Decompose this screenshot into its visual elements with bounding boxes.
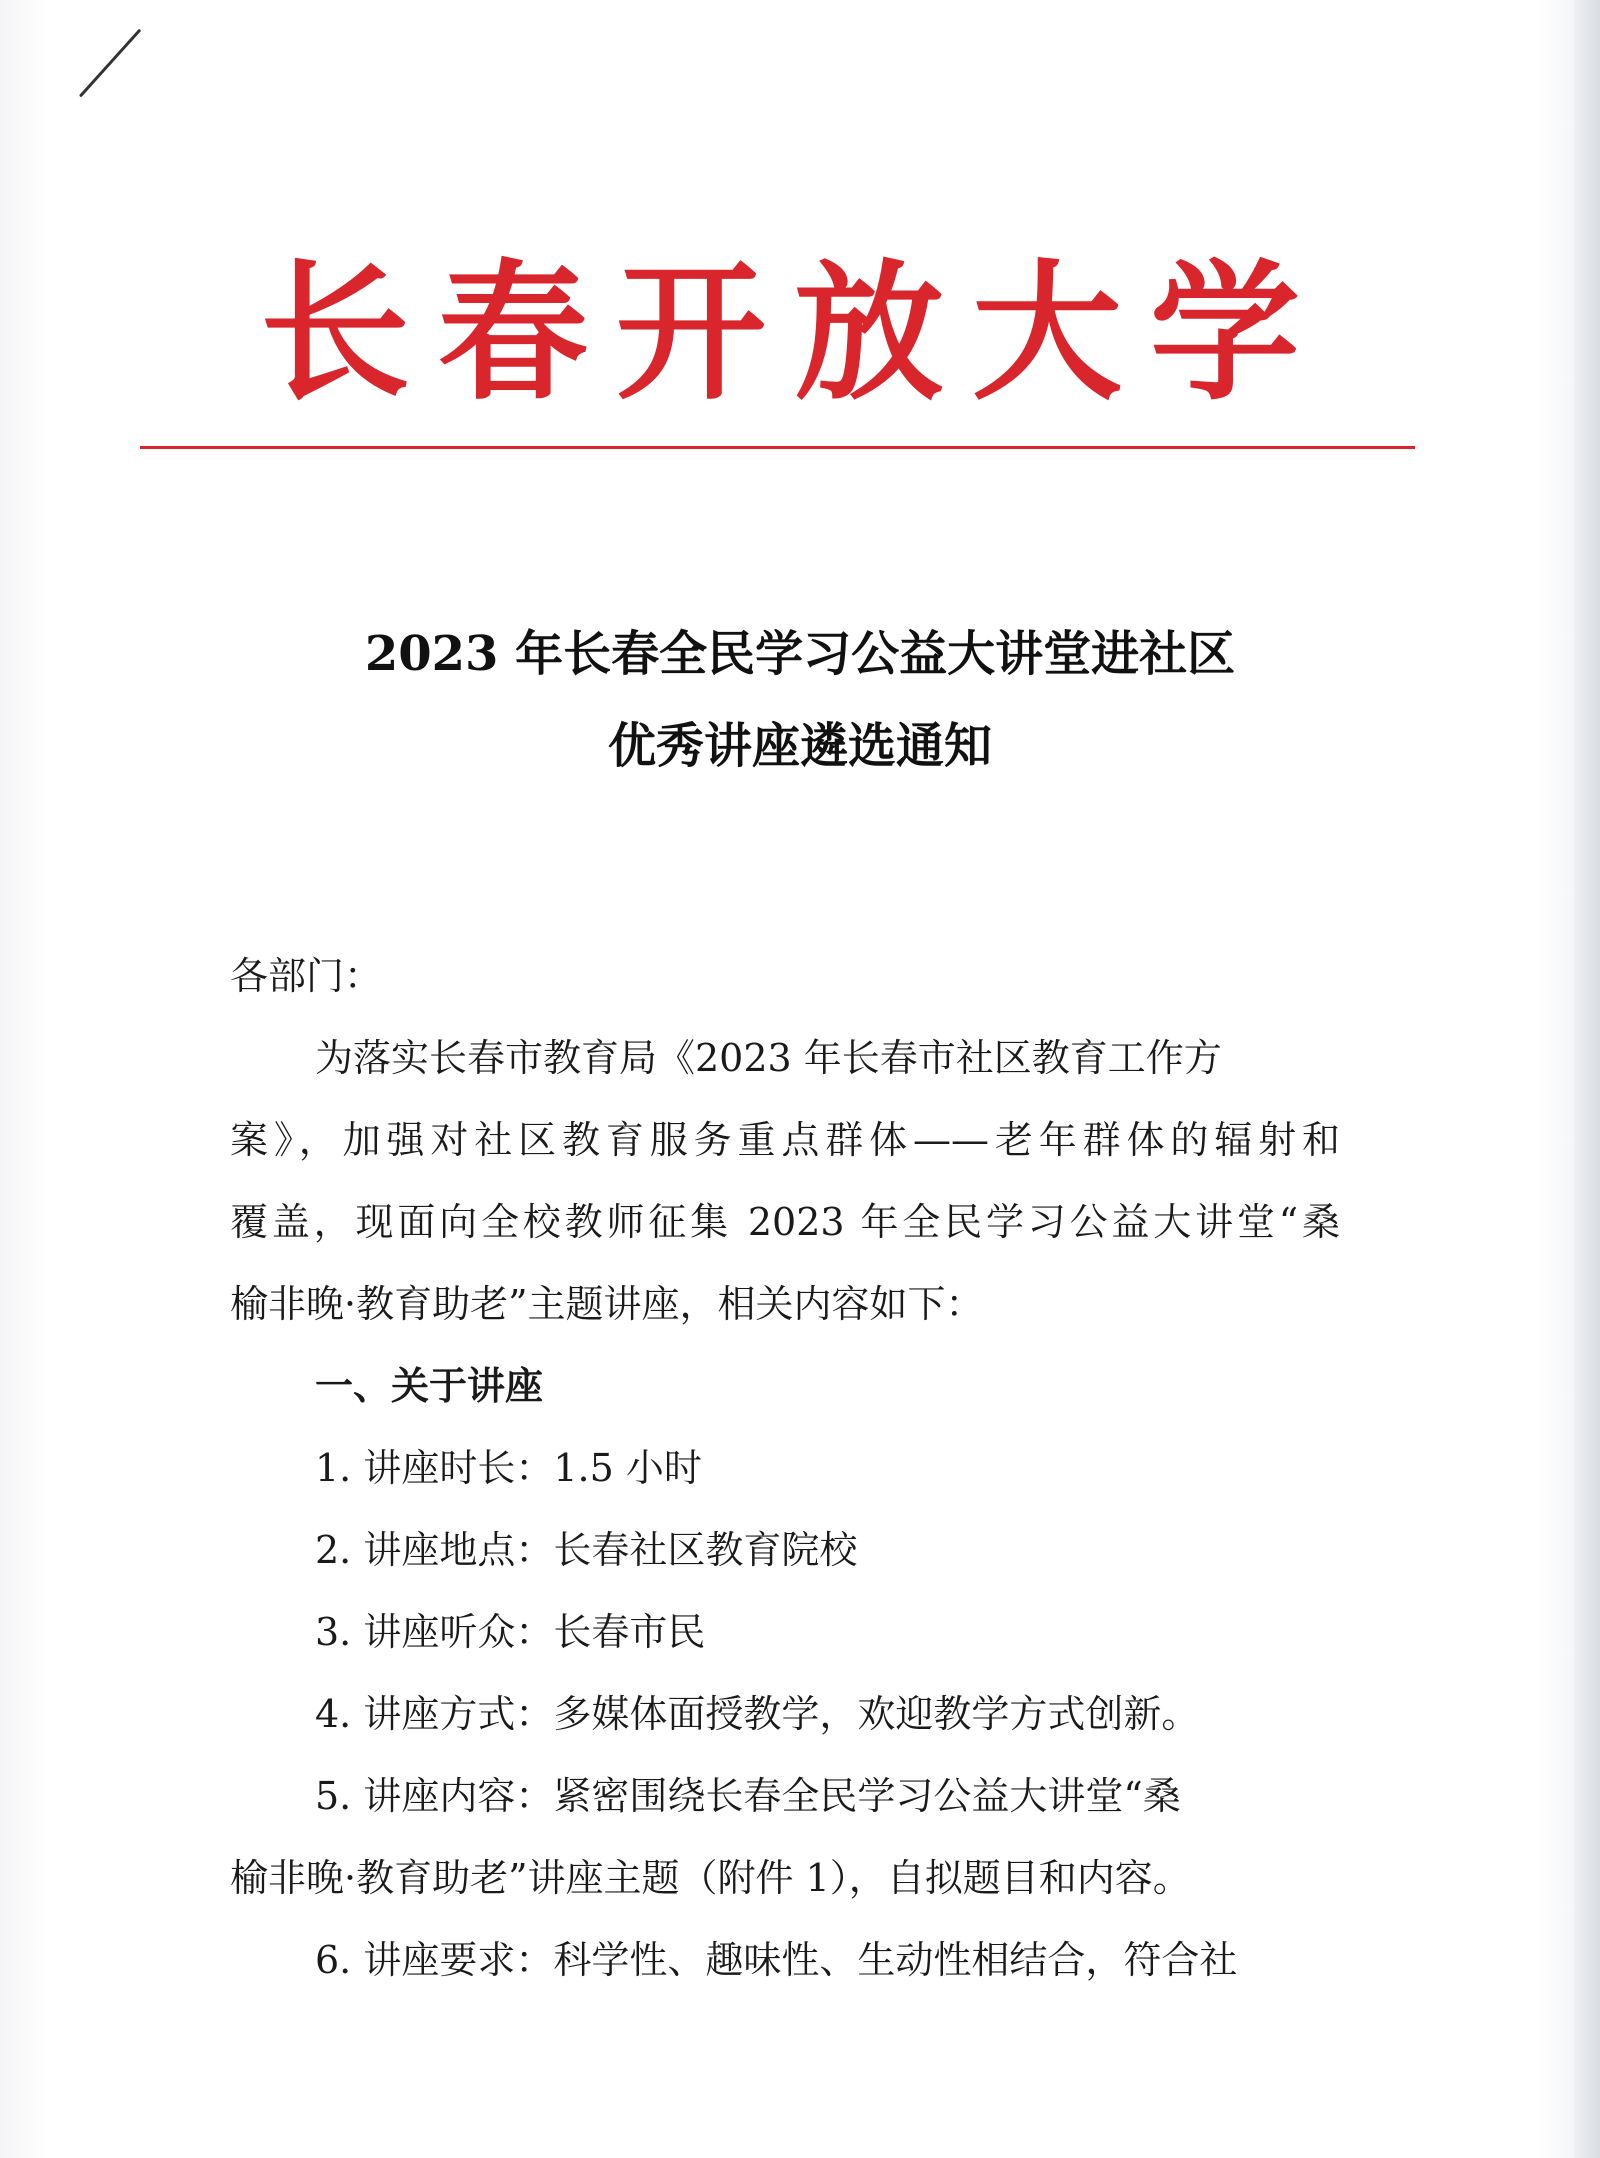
notice-title-line-2: 优秀讲座遴选通知 <box>607 718 992 774</box>
list-item-continuation: 榆非晚·教育助老”讲座主题（附件 1），自拟题目和内容。 <box>230 1856 1191 1900</box>
paragraph-line: 覆盖，现面向全校教师征集 2023 年全民学习公益大讲堂“桑 <box>230 1200 1340 1244</box>
paragraph-line: 为落实长春市教育局《2023 年长春市社区教育工作方 <box>315 1036 1222 1080</box>
masthead-university-name <box>260 235 1300 421</box>
masthead-char: 放 <box>793 245 944 421</box>
masthead-char: 学 <box>1149 245 1300 421</box>
masthead-char: 长 <box>260 245 411 421</box>
page-edge-shadow <box>1574 0 1600 2158</box>
section-heading: 一、关于讲座 <box>315 1363 544 1408</box>
list-item: 1. 讲座时长：1.5 小时 <box>315 1446 702 1490</box>
pen-stroke-mark <box>79 29 141 98</box>
list-item: 4. 讲座方式：多媒体面授教学，欢迎教学方式创新。 <box>315 1692 1200 1736</box>
salutation: 各部门： <box>230 954 383 998</box>
masthead-char: 大 <box>971 245 1122 421</box>
notice-title-line-1: 2023 年长春全民学习公益大讲堂进社区 <box>364 626 1236 682</box>
masthead-char: 开 <box>615 245 766 421</box>
list-item: 2. 讲座地点：长春社区教育院校 <box>315 1528 858 1572</box>
masthead-char: 春 <box>437 245 588 421</box>
masthead-red-rule <box>140 446 1415 449</box>
list-item: 3. 讲座听众：长春市民 <box>315 1610 706 1654</box>
list-item: 6. 讲座要求：科学性、趣味性、生动性相结合，符合社 <box>315 1938 1238 1982</box>
list-item: 5. 讲座内容：紧密围绕长春全民学习公益大讲堂“桑 <box>315 1774 1181 1818</box>
paragraph-line: 案》，加强对社区教育服务重点群体——老年群体的辐射和 <box>230 1118 1340 1162</box>
paragraph-line: 榆非晚·教育助老”主题讲座，相关内容如下： <box>230 1282 984 1326</box>
